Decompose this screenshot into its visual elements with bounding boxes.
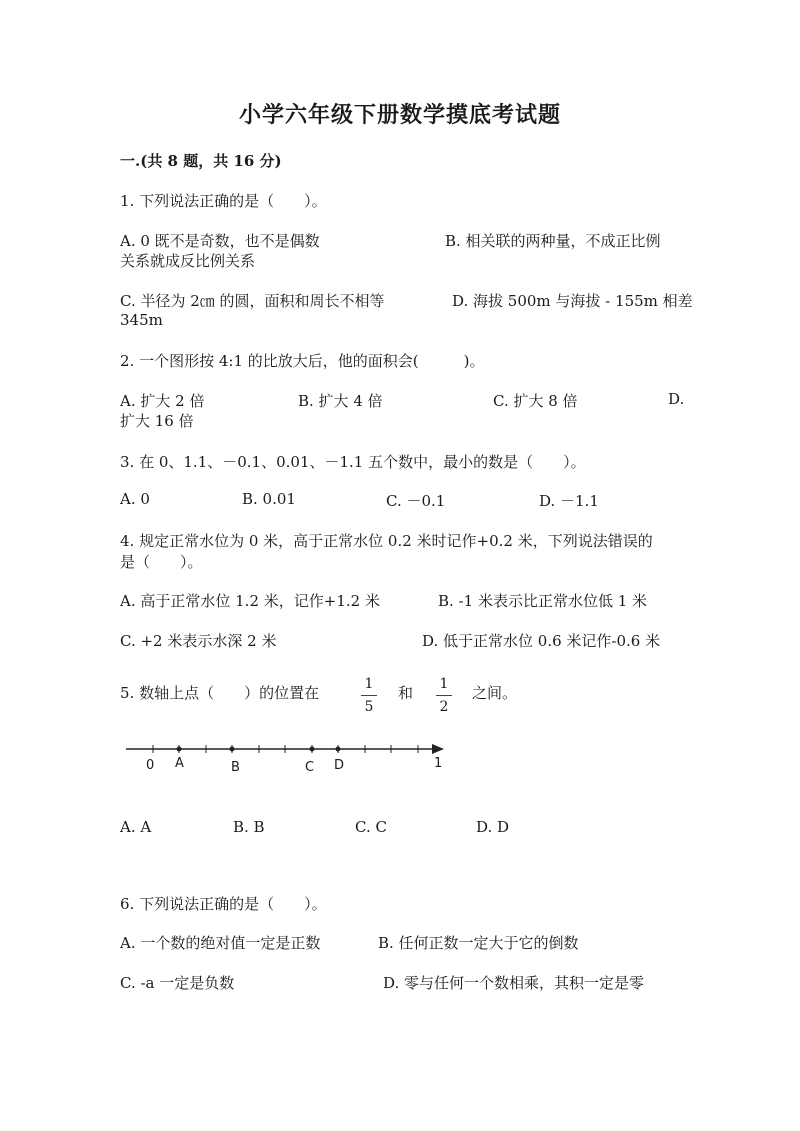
question-3-option-c: C. －0.1	[386, 492, 446, 510]
point-a-dot	[177, 747, 182, 752]
point-c-dot	[310, 747, 315, 752]
question-5-and: 和	[398, 684, 414, 702]
question-2-option-c: C. 扩大 8 倍	[493, 392, 578, 410]
question-4-option-c: C. +2 米表示水深 2 米	[120, 632, 277, 650]
question-1-option-d: D. 海拔 500m 与海拔 - 155m 相差	[452, 292, 693, 310]
question-5-option-a: A. A	[120, 818, 152, 836]
fraction-bar	[436, 695, 452, 696]
fraction-one-fifth	[361, 676, 377, 715]
fraction-denominator: 5	[364, 699, 374, 715]
number-line-label-one: 1	[434, 756, 443, 771]
question-5-stem: 5. 数轴上点（ ）的位置在	[120, 684, 320, 702]
question-6-stem: 6. 下列说法正确的是（ ）。	[120, 895, 327, 913]
fraction-denominator: 2	[439, 699, 449, 715]
question-3-option-b: B. 0.01	[242, 490, 296, 508]
number-line-label-d: D	[334, 758, 345, 773]
number-line	[120, 735, 460, 785]
question-1-option-b-cont: 关系就成反比例关系	[120, 252, 256, 270]
question-6-option-a: A. 一个数的绝对值一定是正数	[120, 934, 321, 952]
number-line-label-a: A	[175, 756, 184, 771]
question-1-option-d-cont: 345m	[120, 311, 163, 329]
question-4-option-d: D. 低于正常水位 0.6 米记作-0.6 米	[422, 632, 661, 650]
point-b-dot	[230, 747, 235, 752]
question-3-option-a: A. 0	[120, 490, 150, 508]
question-2-option-d-cont: 扩大 16 倍	[120, 412, 194, 430]
fraction-numerator: 1	[439, 676, 449, 692]
question-1-option-a: A. 0 既不是奇数，也不是偶数	[120, 232, 320, 250]
question-1-stem: 1. 下列说法正确的是（ ）。	[120, 192, 327, 210]
number-line-label-c: C	[305, 760, 315, 775]
question-4-option-b: B. -1 米表示比正常水位低 1 米	[438, 592, 648, 610]
question-6-option-c: C. -a 一定是负数	[120, 974, 235, 992]
fraction-numerator: 1	[364, 676, 374, 692]
question-2-stem: 2. 一个图形按 4:1 的比放大后，他的面积会( )。	[120, 352, 485, 370]
number-line-label-zero: 0	[146, 758, 155, 773]
point-d-dot	[336, 747, 341, 752]
arrow-right-icon	[432, 744, 444, 754]
question-2-option-b: B. 扩大 4 倍	[298, 392, 383, 410]
question-3-option-d: D. －1.1	[539, 492, 599, 510]
page-title: 小学六年级下册数学摸底考试题	[238, 102, 561, 128]
question-1-option-b: B. 相关联的两种量，不成正比例	[445, 232, 661, 250]
question-2-option-d: D.	[668, 390, 685, 408]
question-4-stem-cont: 是（ ）。	[120, 553, 203, 571]
fraction-one-half	[436, 676, 452, 715]
question-5-option-b: B. B	[233, 818, 265, 836]
question-4-stem: 4. 规定正常水位为 0 米，高于正常水位 0.2 米时记作+0.2 米，下列说法错误的	[120, 532, 653, 550]
question-1-option-c: C. 半径为 2㎝ 的圆，面积和周长不相等	[120, 292, 385, 310]
question-6-option-d: D. 零与任何一个数相乘，其积一定是零	[383, 974, 645, 992]
question-2-option-a: A. 扩大 2 倍	[120, 392, 205, 410]
question-6-option-b: B. 任何正数一定大于它的倒数	[378, 934, 579, 952]
section-heading: 一.(共 8 题，共 16 分)	[120, 152, 282, 170]
question-5-option-c: C. C	[355, 818, 387, 836]
question-3-stem: 3. 在 0、1.1、－0.1、0.01、－1.1 五个数中，最小的数是（ ）。	[120, 453, 586, 471]
question-5-stem-end: 之间。	[472, 684, 518, 702]
question-5-option-d: D. D	[476, 818, 510, 836]
fraction-bar	[361, 695, 377, 696]
question-4-option-a: A. 高于正常水位 1.2 米，记作+1.2 米	[120, 592, 380, 610]
number-line-label-b: B	[231, 760, 240, 775]
